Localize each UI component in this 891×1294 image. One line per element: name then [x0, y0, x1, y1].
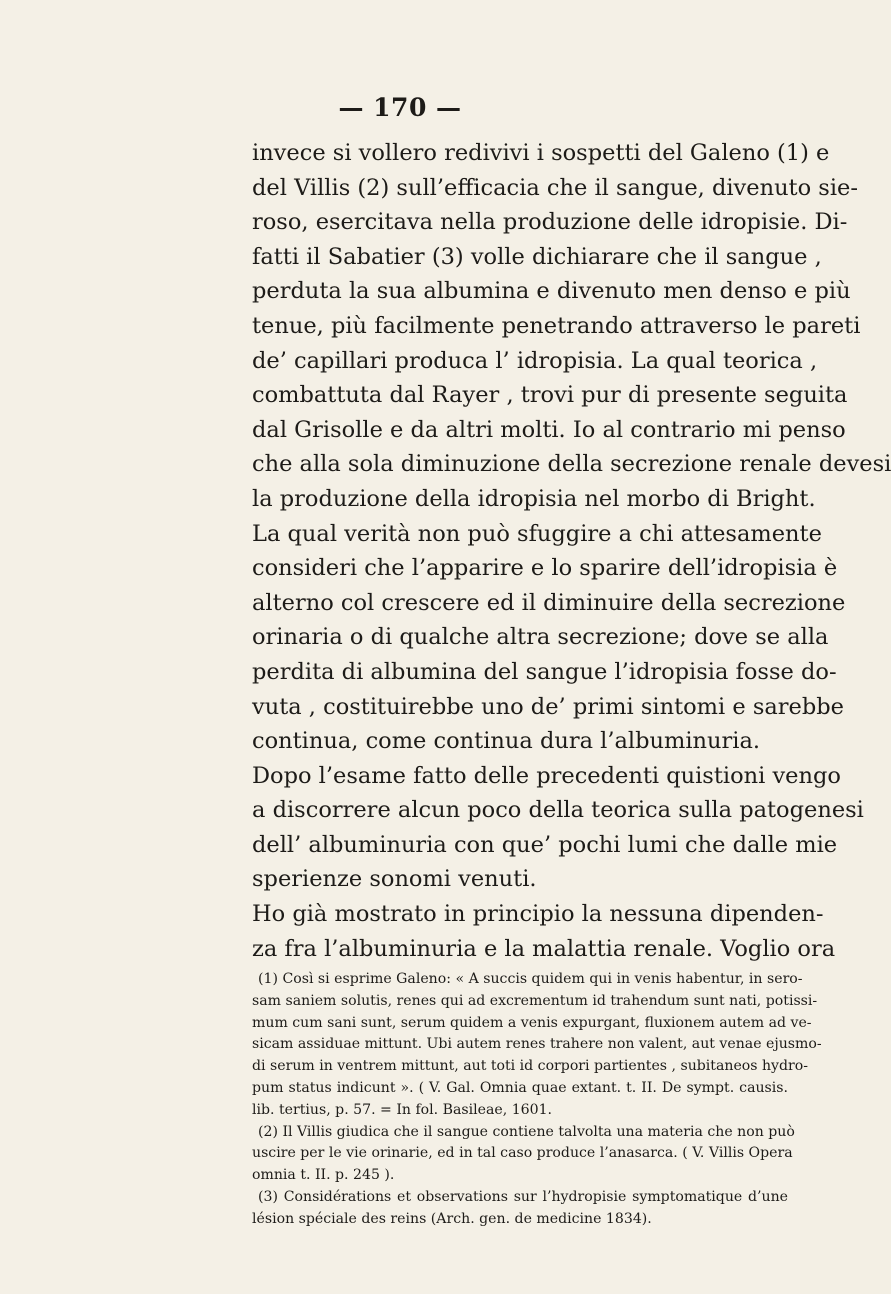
body-line: de’ capillari produca l’ idropisia. La qual teorica , [252, 347, 818, 374]
footnotes [252, 969, 822, 1231]
footnote-line: lib. tertius, p. 57. = In fol. Basileae, 1601. [252, 1101, 553, 1118]
body-line: sperienze sonomi venuti. [252, 866, 537, 893]
footnote-line: pum status indicunt ». ( V. Gal. Omnia quae extant. t. II. De sympt. causis. [252, 1079, 788, 1096]
body-line: alterno col crescere ed il diminuire della secrezione [252, 589, 846, 616]
body-line: a discorrere alcun poco della teorica sulla patogenesi [252, 797, 864, 824]
body-line: orinaria o di qualche altra secrezione; dove se alla [252, 624, 829, 651]
footnote-line: sam saniem solutis, renes qui ad excrementum id trahendum sunt nati, potissi- [252, 992, 818, 1009]
body-line: tenue, più facilmente penetrando attraverso le pareti [252, 312, 861, 339]
footnote-line: omnia t. II. p. 245 ). [252, 1167, 395, 1184]
page-number: — 170 — [338, 93, 462, 122]
footnote-line: sicam assiduae mittunt. Ubi autem renes trahere non valent, aut venae ejusmo- [252, 1036, 822, 1053]
body-line: Ho già mostrato in principio la nessuna dipenden- [252, 901, 824, 928]
body-line: Dopo l’esame fatto delle precedenti quistioni vengo [252, 762, 841, 789]
footnote-line: (2) Il Villis giudica che il sangue contiene talvolta una materia che non può [258, 1123, 795, 1140]
body-line: perduta la sua albumina e divenuto men denso e più [252, 278, 851, 305]
body-line: consideri che l’apparire e lo sparire dell’idropisia è [252, 555, 838, 582]
footnote-line: lésion spéciale des reins (Arch. gen. de medicine 1834). [252, 1210, 652, 1227]
body-line: che alla sola diminuzione della secrezione renale devesi [252, 451, 891, 478]
footnote-line: uscire per le vie orinarie, ed in tal caso produce l’anasarca. ( V. Villis Opera [252, 1145, 793, 1162]
body-line: perdita di albumina del sangue l’idropisia fosse do- [252, 658, 837, 685]
body-line: za fra l’albuminuria e la malattia renale. Voglio ora [252, 935, 836, 962]
body-text [252, 136, 891, 966]
body-line: invece si vollero redivivi i sospetti del Galeno (1) e [252, 140, 830, 166]
body-line: combattuta dal Rayer , trovi pur di presente seguita [252, 382, 848, 409]
body-line: vuta , costituirebbe uno de’ primi sintomi e sarebbe [252, 693, 844, 720]
body-line: la produzione della idropisia nel morbo di Bright. [252, 485, 816, 512]
body-line: continua, come continua dura l’albuminuria. [252, 728, 761, 755]
footnote-line: (3) Considérations et observations sur l’hydropisie symptomatique d’une [258, 1188, 788, 1205]
body-line: dell’ albuminuria con que’ pochi lumi che dalle mie [252, 831, 838, 858]
body-line: del Villis (2) sull’efficacia che il sangue, divenuto sie- [252, 174, 858, 201]
body-line: La qual verità non può sfuggire a chi attesamente [252, 520, 822, 547]
footnote-line: (1) Così si esprime Galeno: « A succis quidem qui in venis habentur, in sero- [258, 971, 803, 987]
body-line: dal Grisolle e da altri molti. Io al contrario mi penso [252, 416, 846, 443]
footnote-line: mum cum sani sunt, serum quidem a venis expurgant, fluxionem autem ad ve- [252, 1014, 812, 1031]
body-line: fatti il Sabatier (3) volle dichiarare che il sangue , [252, 243, 822, 270]
body-line: roso, esercitava nella produzione delle idropisie. Di- [252, 209, 848, 236]
footnote-line: di serum in ventrem mittunt, aut toti id corpori partientes , subitaneos hydro- [252, 1058, 809, 1075]
